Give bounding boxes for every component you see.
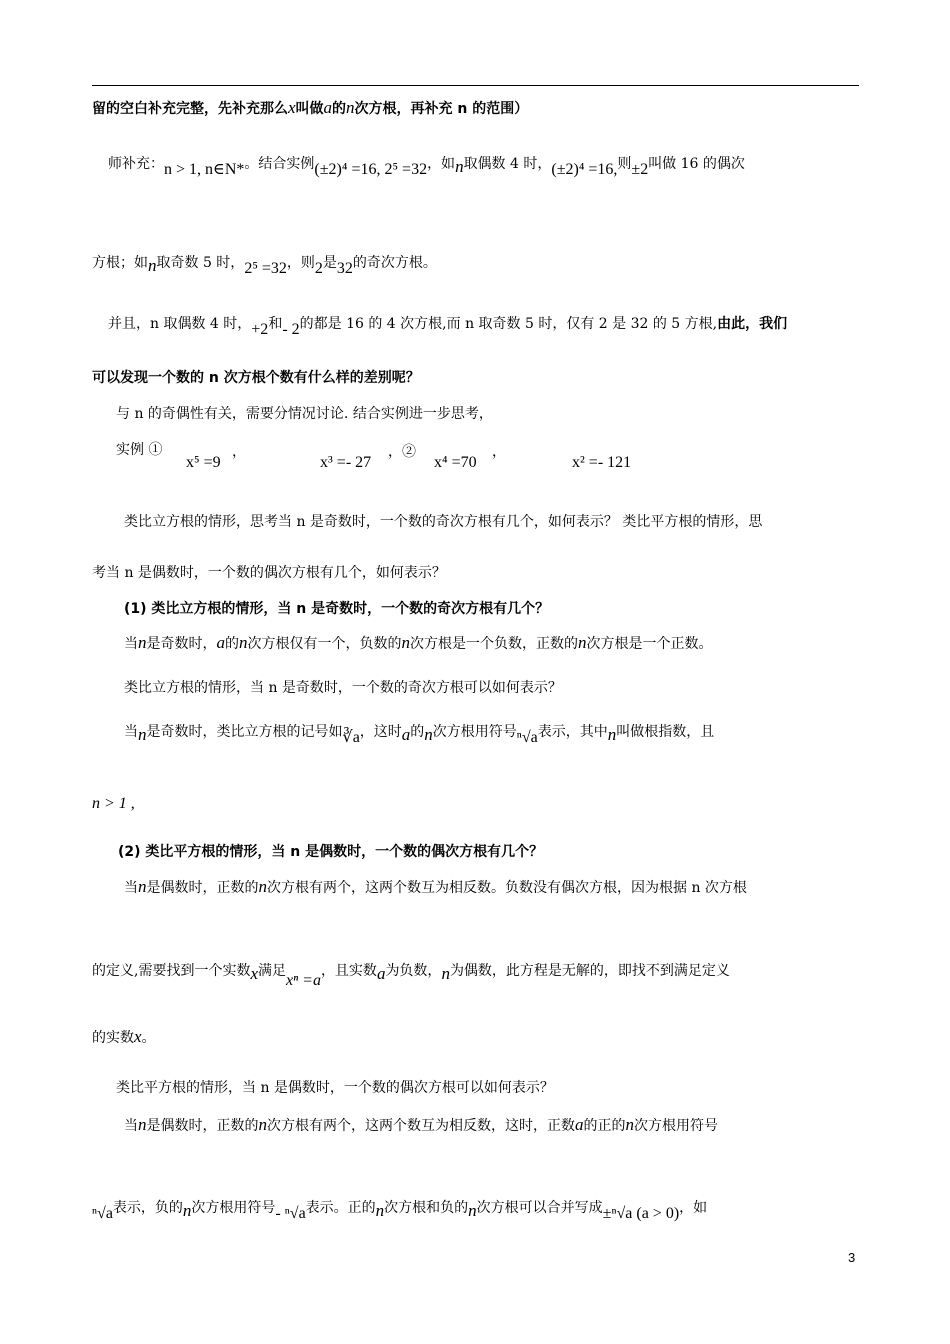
text: ， xyxy=(232,444,246,460)
math-var: n xyxy=(239,633,248,652)
bold-text: 可以发现一个数的 n 次方根个数有什么样的差别呢？ xyxy=(92,370,420,386)
math-expression: ±2 xyxy=(631,161,649,178)
paragraph-line-5 xyxy=(92,368,420,388)
math-var: n xyxy=(148,256,157,275)
bold-text: 由此，我们 xyxy=(717,316,788,332)
text: 的定义,需要找到一个实数 xyxy=(92,963,251,979)
text: 当 xyxy=(124,880,138,896)
text: 的 xyxy=(225,636,239,652)
text: 的实数 xyxy=(92,1030,134,1046)
math-var: a xyxy=(575,1115,584,1134)
text: 表示，其中 xyxy=(537,724,608,740)
text: 次方根可以合并写成 xyxy=(476,1200,603,1216)
math-var: a xyxy=(376,964,386,983)
paragraph-line-1 xyxy=(92,98,528,119)
math-expression: ∛a xyxy=(342,729,360,746)
text: 是奇数时，类比立方根的记号如 xyxy=(146,724,343,740)
math-expression: - ⁿ√a xyxy=(275,1205,306,1222)
text: 次方根，再补充 n 的范围） xyxy=(354,101,529,117)
math-expression: 32 xyxy=(336,260,353,277)
text: ，且实数 xyxy=(320,963,377,979)
math-var: n xyxy=(182,1201,192,1220)
text: 的都是 16 的 4 次方根,而 n 取奇数 5 时，仅有 2 是 32 的 5 方根, xyxy=(299,316,718,332)
text: 实例 ① xyxy=(116,442,163,458)
text: 。结合实例 xyxy=(244,156,315,172)
text: 的 xyxy=(332,101,347,117)
text: 次方根用符号 xyxy=(634,1118,718,1134)
text: 的正的 xyxy=(583,1118,626,1134)
text: ，则 xyxy=(286,255,315,271)
text: 留的空白补充完整，先补充那么 xyxy=(92,101,288,117)
math-var: n xyxy=(346,98,355,117)
text: 师补充： xyxy=(108,156,164,172)
heading-odd-roots xyxy=(124,599,549,619)
text: 取奇数 5 时， xyxy=(156,255,245,271)
paragraph-line-21 xyxy=(92,1197,708,1222)
text: 类比立方根的情形，当 n 是奇数时，一个数的奇次方根可以如何表示？ xyxy=(124,680,562,696)
math-expression: ±ⁿ√a (a > 0) xyxy=(602,1205,680,1222)
text: 考当 n 是偶数时，一个数的偶次方根有几个，如何表示？ xyxy=(92,565,446,581)
text: 次方根有两个，这两个数互为相反数，这时，正数 xyxy=(267,1118,575,1134)
math-var: n xyxy=(441,964,450,983)
text: 当 xyxy=(124,724,138,740)
paragraph-line-9 xyxy=(92,563,446,583)
math-var: a xyxy=(216,633,225,652)
paragraph-line-20 xyxy=(124,1115,718,1136)
header-rule xyxy=(92,85,859,86)
paragraph-line-11 xyxy=(124,633,713,654)
text: 和 xyxy=(268,316,283,332)
math-var: n xyxy=(258,877,267,896)
math-expression: +2 xyxy=(251,321,269,338)
paragraph-line-2 xyxy=(108,153,745,178)
math-expression: x² =- 121 xyxy=(572,454,632,471)
math-expression: ⁿ√a xyxy=(516,729,538,746)
paragraph-line-3 xyxy=(92,252,437,277)
math-var: n xyxy=(258,1115,267,1134)
math-var: n xyxy=(424,725,433,744)
text: ，② xyxy=(388,444,416,460)
paragraph-line-14 xyxy=(92,794,135,814)
text: 为偶数，此方程是无解的，即找不到满足定义 xyxy=(449,963,730,979)
math-expression: 2⁵ =32 xyxy=(244,260,287,277)
text: 则 xyxy=(617,156,632,172)
page-number: 3 xyxy=(848,1250,856,1265)
paragraph-line-8 xyxy=(124,512,762,532)
text: ， xyxy=(492,444,506,460)
examples-line xyxy=(116,440,856,480)
paragraph-line-6 xyxy=(116,404,493,424)
text: 类比平方根的情形，当 n 是偶数时，一个数的偶次方根可以如何表示？ xyxy=(116,1080,554,1096)
math-var: n xyxy=(578,633,587,652)
math-var: a xyxy=(401,725,411,744)
text: 叫做 xyxy=(295,101,324,117)
math-expression: x³ =- 27 xyxy=(320,454,372,471)
text: ，这时 xyxy=(359,724,402,740)
text: 是奇数时， xyxy=(146,636,217,652)
math-expression: 2 xyxy=(314,260,323,277)
math-var: x xyxy=(250,964,258,983)
paragraph-line-19 xyxy=(116,1078,554,1098)
text: 是偶数时，正数的 xyxy=(146,880,259,896)
math-var: n xyxy=(138,725,147,744)
math-var: n xyxy=(607,725,617,744)
heading-even-roots xyxy=(118,842,543,862)
text: 当 xyxy=(124,636,138,652)
text: 次方根有两个，这两个数互为相反数。负数没有偶次方根，因为根据 n 次方根 xyxy=(267,880,747,896)
text: 表示，负的 xyxy=(112,1200,183,1216)
math-expression: n > 1, n∈N* xyxy=(164,161,245,178)
text: 次方根仅有一个，负数的 xyxy=(247,636,402,652)
math-expression: - 2 xyxy=(282,321,300,338)
math-var: a xyxy=(323,98,333,117)
math-expression: (±2)⁴ =16, xyxy=(551,161,618,178)
text: 次方根用符号 xyxy=(191,1200,276,1216)
paragraph-line-16 xyxy=(124,877,747,898)
text: 方根；如 xyxy=(92,255,148,271)
math-expression: x⁵ =9 xyxy=(186,454,221,471)
paragraph-line-17 xyxy=(92,960,730,989)
text: 类比立方根的情形，思考当 n 是奇数时，一个数的奇次方根有几个，如何表示？ 类比平方根的情形，思 xyxy=(124,514,763,530)
text: 叫做 16 的偶次 xyxy=(648,156,745,172)
math-expression: (±2)⁴ =16, 2⁵ =32 xyxy=(314,161,428,178)
text: 的 xyxy=(410,724,425,740)
math-var: n xyxy=(138,1115,147,1134)
math-var: n xyxy=(375,1201,385,1220)
math-var: x xyxy=(288,98,296,117)
text: 满足 xyxy=(258,963,286,979)
text: 。 xyxy=(141,1030,156,1046)
paragraph-line-18 xyxy=(92,1027,156,1048)
paragraph-line-12 xyxy=(124,678,562,698)
math-var: n xyxy=(138,633,147,652)
math-var: n xyxy=(455,157,464,176)
text: 的奇次方根。 xyxy=(352,255,437,271)
text: 次方根用符号 xyxy=(432,724,517,740)
math-var: n xyxy=(138,877,147,896)
text: ，如 xyxy=(679,1200,708,1216)
text: 与 n 的奇偶性有关，需要分情况讨论. 结合实例进一步思考， xyxy=(116,406,493,422)
text: 是 xyxy=(322,255,337,271)
text: 表示。正的 xyxy=(305,1200,376,1216)
math-var: n xyxy=(401,633,410,652)
math-expression: ⁿ√a xyxy=(92,1205,113,1222)
paragraph-line-4 xyxy=(108,314,788,338)
paragraph-line-13 xyxy=(124,721,715,746)
math-var: n xyxy=(625,1115,634,1134)
math-expression: n > 1 , xyxy=(92,795,135,812)
math-var: x xyxy=(134,1027,142,1046)
bold-text: (2) 类比平方根的情形，当 n 是偶数时，一个数的偶次方根有几个？ xyxy=(118,844,544,860)
text: 并且，n 取偶数 4 时， xyxy=(108,316,252,332)
text: 次方根是一个负数，正数的 xyxy=(410,636,578,652)
text: 叫做根指数，且 xyxy=(616,724,715,740)
math-var: n xyxy=(468,1201,477,1220)
text: 为负数， xyxy=(385,963,442,979)
text: 取偶数 4 时， xyxy=(463,156,552,172)
math-expression: x⁴ =70 xyxy=(434,454,477,471)
text: 次方根和负的 xyxy=(384,1200,469,1216)
text: 当 xyxy=(124,1118,138,1134)
bold-text: (1) 类比立方根的情形，当 n 是奇数时，一个数的奇次方根有几个？ xyxy=(124,601,550,617)
text: 次方根是一个正数。 xyxy=(586,636,713,652)
text: ，如 xyxy=(427,156,456,172)
text: 是偶数时，正数的 xyxy=(146,1118,259,1134)
math-expression: xⁿ =a xyxy=(286,972,321,989)
